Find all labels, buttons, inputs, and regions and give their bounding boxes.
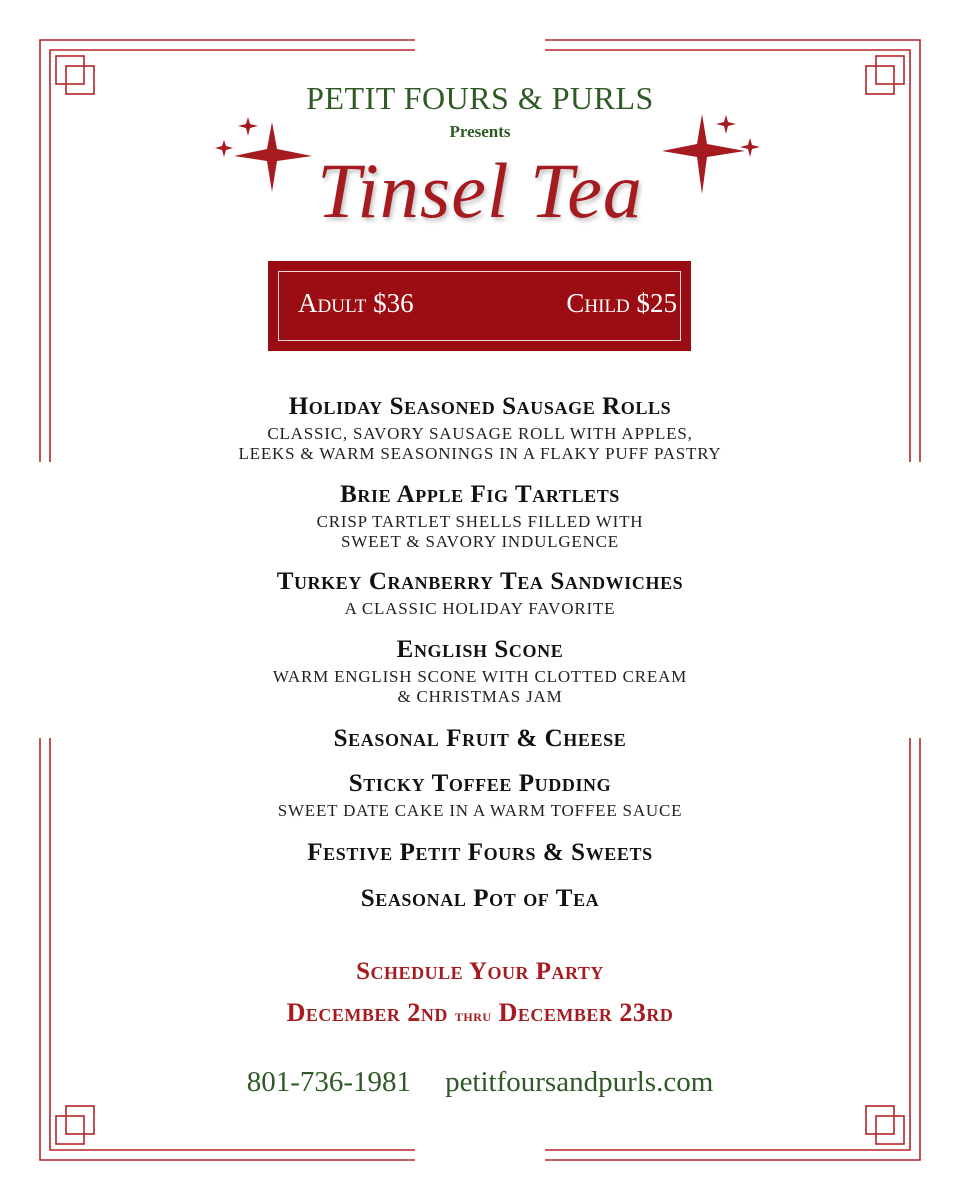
menu-item-desc: A CLASSIC HOLIDAY FAVORITE: [344, 599, 616, 618]
price-box: [268, 261, 691, 351]
menu-item-desc: & CHRISTMAS JAM: [397, 687, 563, 706]
brand-name: PETIT FOURS & PURLS: [306, 80, 654, 116]
menu-item-desc: LEEKS & WARM SEASONINGS IN A FLAKY PUFF PASTRY: [238, 444, 722, 463]
phone-number[interactable]: 801-736-1981: [246, 1066, 412, 1098]
menu-item-name: English Scone: [396, 636, 564, 663]
child-price: Child $25: [566, 288, 677, 318]
thru-label: thru: [454, 1006, 492, 1025]
end-date: December 23rd: [498, 998, 674, 1027]
start-date: December 2nd: [286, 998, 448, 1027]
menu-item-name: Festive Petit Fours & Sweets: [307, 839, 653, 866]
menu-item-name: Holiday Seasoned Sausage Rolls: [288, 393, 672, 420]
menu-item-desc: SWEET & SAVORY INDULGENCE: [341, 532, 619, 551]
adult-price: Adult $36: [298, 288, 414, 318]
menu-item-name: Turkey Cranberry Tea Sandwiches: [276, 568, 684, 595]
contact-line: [0, 1066, 960, 1099]
presents-label: Presents: [449, 122, 511, 141]
website-link[interactable]: petitfoursandpurls.com: [445, 1066, 714, 1098]
menu-item-desc: WARM ENGLISH SCONE WITH CLOTTED CREAM: [272, 667, 688, 686]
menu-item-name: Seasonal Fruit & Cheese: [333, 725, 627, 752]
event-title: Tinsel Tea: [317, 147, 643, 234]
menu-item-desc: SWEET DATE CAKE IN A WARM TOFFEE SAUCE: [277, 801, 683, 820]
menu-item-desc: CLASSIC, SAVORY SAUSAGE ROLL WITH APPLES,: [267, 424, 693, 443]
schedule-dates: [0, 998, 960, 1028]
menu-item-name: Brie Apple Fig Tartlets: [340, 481, 620, 508]
schedule-cta: Schedule Your Party: [356, 958, 604, 985]
menu-item-name: Sticky Toffee Pudding: [348, 770, 612, 797]
menu-item-desc: CRISP TARTLET SHELLS FILLED WITH: [316, 512, 644, 531]
menu-item-name: Seasonal Pot of Tea: [360, 885, 600, 912]
